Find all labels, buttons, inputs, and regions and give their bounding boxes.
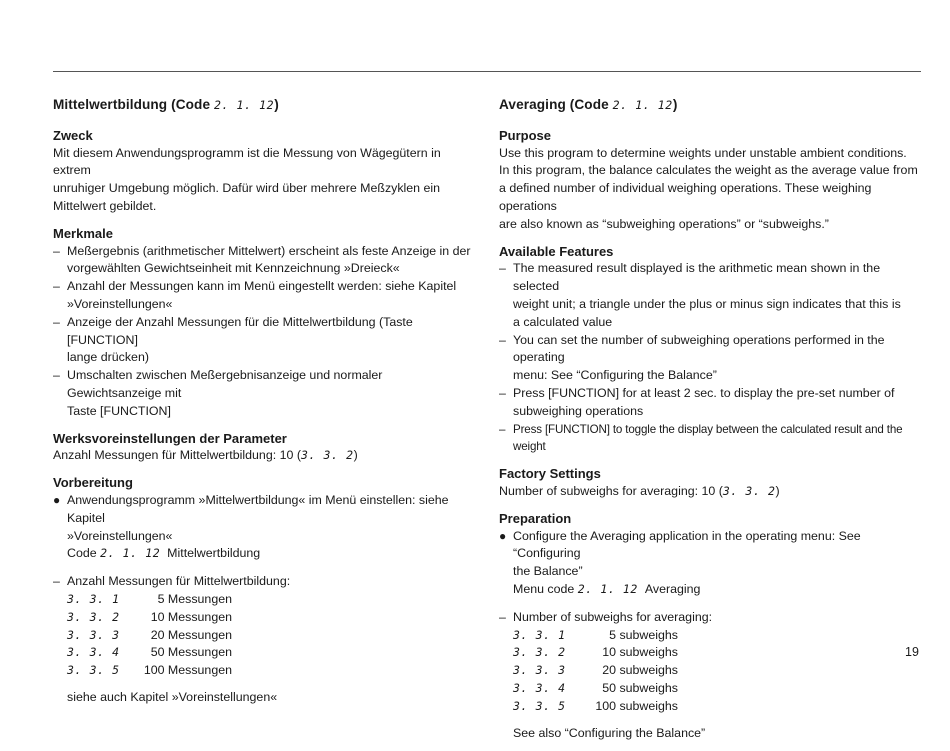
purpose-line: In this program, the balance calculates the weight as the average value from bbox=[499, 163, 918, 178]
list-item: – Meßergebnis (arithmetischer Mittelwert) erscheint als feste Anzeige in der vorgewählten Gewichtseinheit mit Kennzeichnung »Dreieck« bbox=[53, 243, 478, 279]
features-section bbox=[499, 243, 924, 457]
merkmale-heading: Merkmale bbox=[53, 225, 113, 241]
see-also: siehe auch Kapitel »Voreinstellungen« bbox=[67, 689, 278, 704]
count-list bbox=[499, 609, 924, 627]
top-rule bbox=[53, 71, 921, 72]
vorbereitung-section bbox=[53, 474, 478, 707]
features-list bbox=[499, 260, 924, 456]
table-row: 3. 3. 1 5 subweighs bbox=[513, 627, 678, 642]
english-title: Averaging (Code 2. 1. 12) bbox=[499, 97, 678, 112]
werks-text: Anzahl Messungen für Mittelwertbildung: 10 (3. 3. 2) bbox=[53, 448, 358, 463]
table-row: 3. 3. 2 10 subweighs bbox=[513, 645, 678, 660]
vorbereitung-heading: Vorbereitung bbox=[53, 475, 133, 491]
list-item: – Anzeige der Anzahl Messungen für die Mittelwertbildung (Taste [FUNCTION] lange drücken) bbox=[53, 314, 478, 367]
preparation-bullet: ● Configure the Averaging application in the operating menu: See “Configuring the Balance” Menu code 2. 1. 12 Averaging bbox=[499, 528, 924, 599]
factory-heading: Factory Settings bbox=[499, 466, 601, 482]
purpose-section bbox=[499, 127, 924, 234]
list-item: – Press [FUNCTION] for at least 2 sec. to display the pre-set number of subweighing operations bbox=[499, 385, 924, 421]
zweck-line: Mit diesem Anwendungsprogramm ist die Messung von Wägegütern in extrem bbox=[53, 145, 441, 178]
factory-section bbox=[499, 465, 924, 501]
features-heading: Available Features bbox=[499, 243, 614, 259]
list-item: – Anzahl der Messungen kann im Menü eingestellt werden: siehe Kapitel »Voreinstellungen« bbox=[53, 278, 478, 314]
preparation-heading: Preparation bbox=[499, 510, 572, 526]
english-column bbox=[499, 96, 924, 751]
list-item: – Umschalten zwischen Meßergebnisanzeige und normaler Gewichtsanzeige mit Taste [FUNCTION] bbox=[53, 367, 478, 420]
bullet-dot-icon: ● bbox=[53, 492, 61, 507]
purpose-line: Use this program to determine weights under unstable ambient conditions. bbox=[499, 145, 907, 160]
german-column bbox=[53, 96, 478, 716]
list-item: – You can set the number of subweighing operations performed in the operating menu: See “Configuring the Balance” bbox=[499, 332, 924, 385]
purpose-line: a defined number of individual weighing operations. These weighing operations bbox=[499, 181, 872, 213]
table-row: 3. 3. 2 10 Messungen bbox=[67, 609, 232, 624]
code-table bbox=[67, 591, 232, 680]
table-row: 3. 3. 4 50 subweighs bbox=[513, 680, 678, 695]
zweck-line: unruhiger Umgebung möglich. Dafür wird über mehrere Meßzyklen ein bbox=[53, 181, 441, 196]
factory-text: Number of subweighs for averaging: 10 (3. 3. 2) bbox=[499, 483, 780, 498]
werks-heading: Werksvoreinstellungen der Parameter bbox=[53, 430, 287, 446]
table-row: 3. 3. 3 20 Messungen bbox=[67, 627, 232, 642]
list-item: – Press [FUNCTION] to toggle the display between the calculated result and the weight bbox=[499, 421, 924, 457]
purpose-line: are also known as “subweighing operations” or “subweighs.” bbox=[499, 216, 829, 231]
page-number: 19 bbox=[905, 645, 919, 659]
table-row: 3. 3. 5 100 Messungen bbox=[67, 663, 232, 678]
table-row: 3. 3. 4 50 Messungen bbox=[67, 645, 232, 660]
code-table bbox=[513, 627, 678, 716]
zweck-line: Mittelwert gebildet. bbox=[53, 198, 157, 213]
zweck-section bbox=[53, 127, 478, 216]
bullet-dot-icon: ● bbox=[499, 528, 507, 543]
list-item: – Number of subweighs for averaging: bbox=[499, 609, 924, 627]
menu-code-line: Code 2. 1. 12 Mittelwertbildung bbox=[67, 546, 261, 561]
table-row: 3. 3. 5 100 subweighs bbox=[513, 698, 678, 713]
table-row: 3. 3. 1 5 Messungen bbox=[67, 591, 232, 606]
german-title: Mittelwertbildung (Code 2. 1. 12) bbox=[53, 97, 279, 112]
purpose-heading: Purpose bbox=[499, 127, 552, 143]
menu-code-line: Menu code 2. 1. 12 Averaging bbox=[513, 581, 701, 596]
list-item: – Anzahl Messungen für Mittelwertbildung: bbox=[53, 573, 478, 591]
list-item: – The measured result displayed is the arithmetic mean shown in the selected weight unit; a triangle under the plus or minus sign indicates that this is a calculated value bbox=[499, 260, 924, 331]
merkmale-section bbox=[53, 225, 478, 421]
see-also: See also “Configuring the Balance” bbox=[513, 725, 706, 740]
count-list bbox=[53, 573, 478, 591]
werks-section bbox=[53, 430, 478, 466]
preparation-section bbox=[499, 510, 924, 743]
merkmale-list bbox=[53, 243, 478, 421]
table-row: 3. 3. 3 20 subweighs bbox=[513, 663, 678, 678]
vorbereitung-bullet: ● Anwendungsprogramm »Mittelwertbildung« im Menü einstellen: siehe Kapitel »Voreinstellungen« Code 2. 1. 12 Mittelwertbildung bbox=[53, 492, 478, 563]
zweck-heading: Zweck bbox=[53, 127, 93, 143]
